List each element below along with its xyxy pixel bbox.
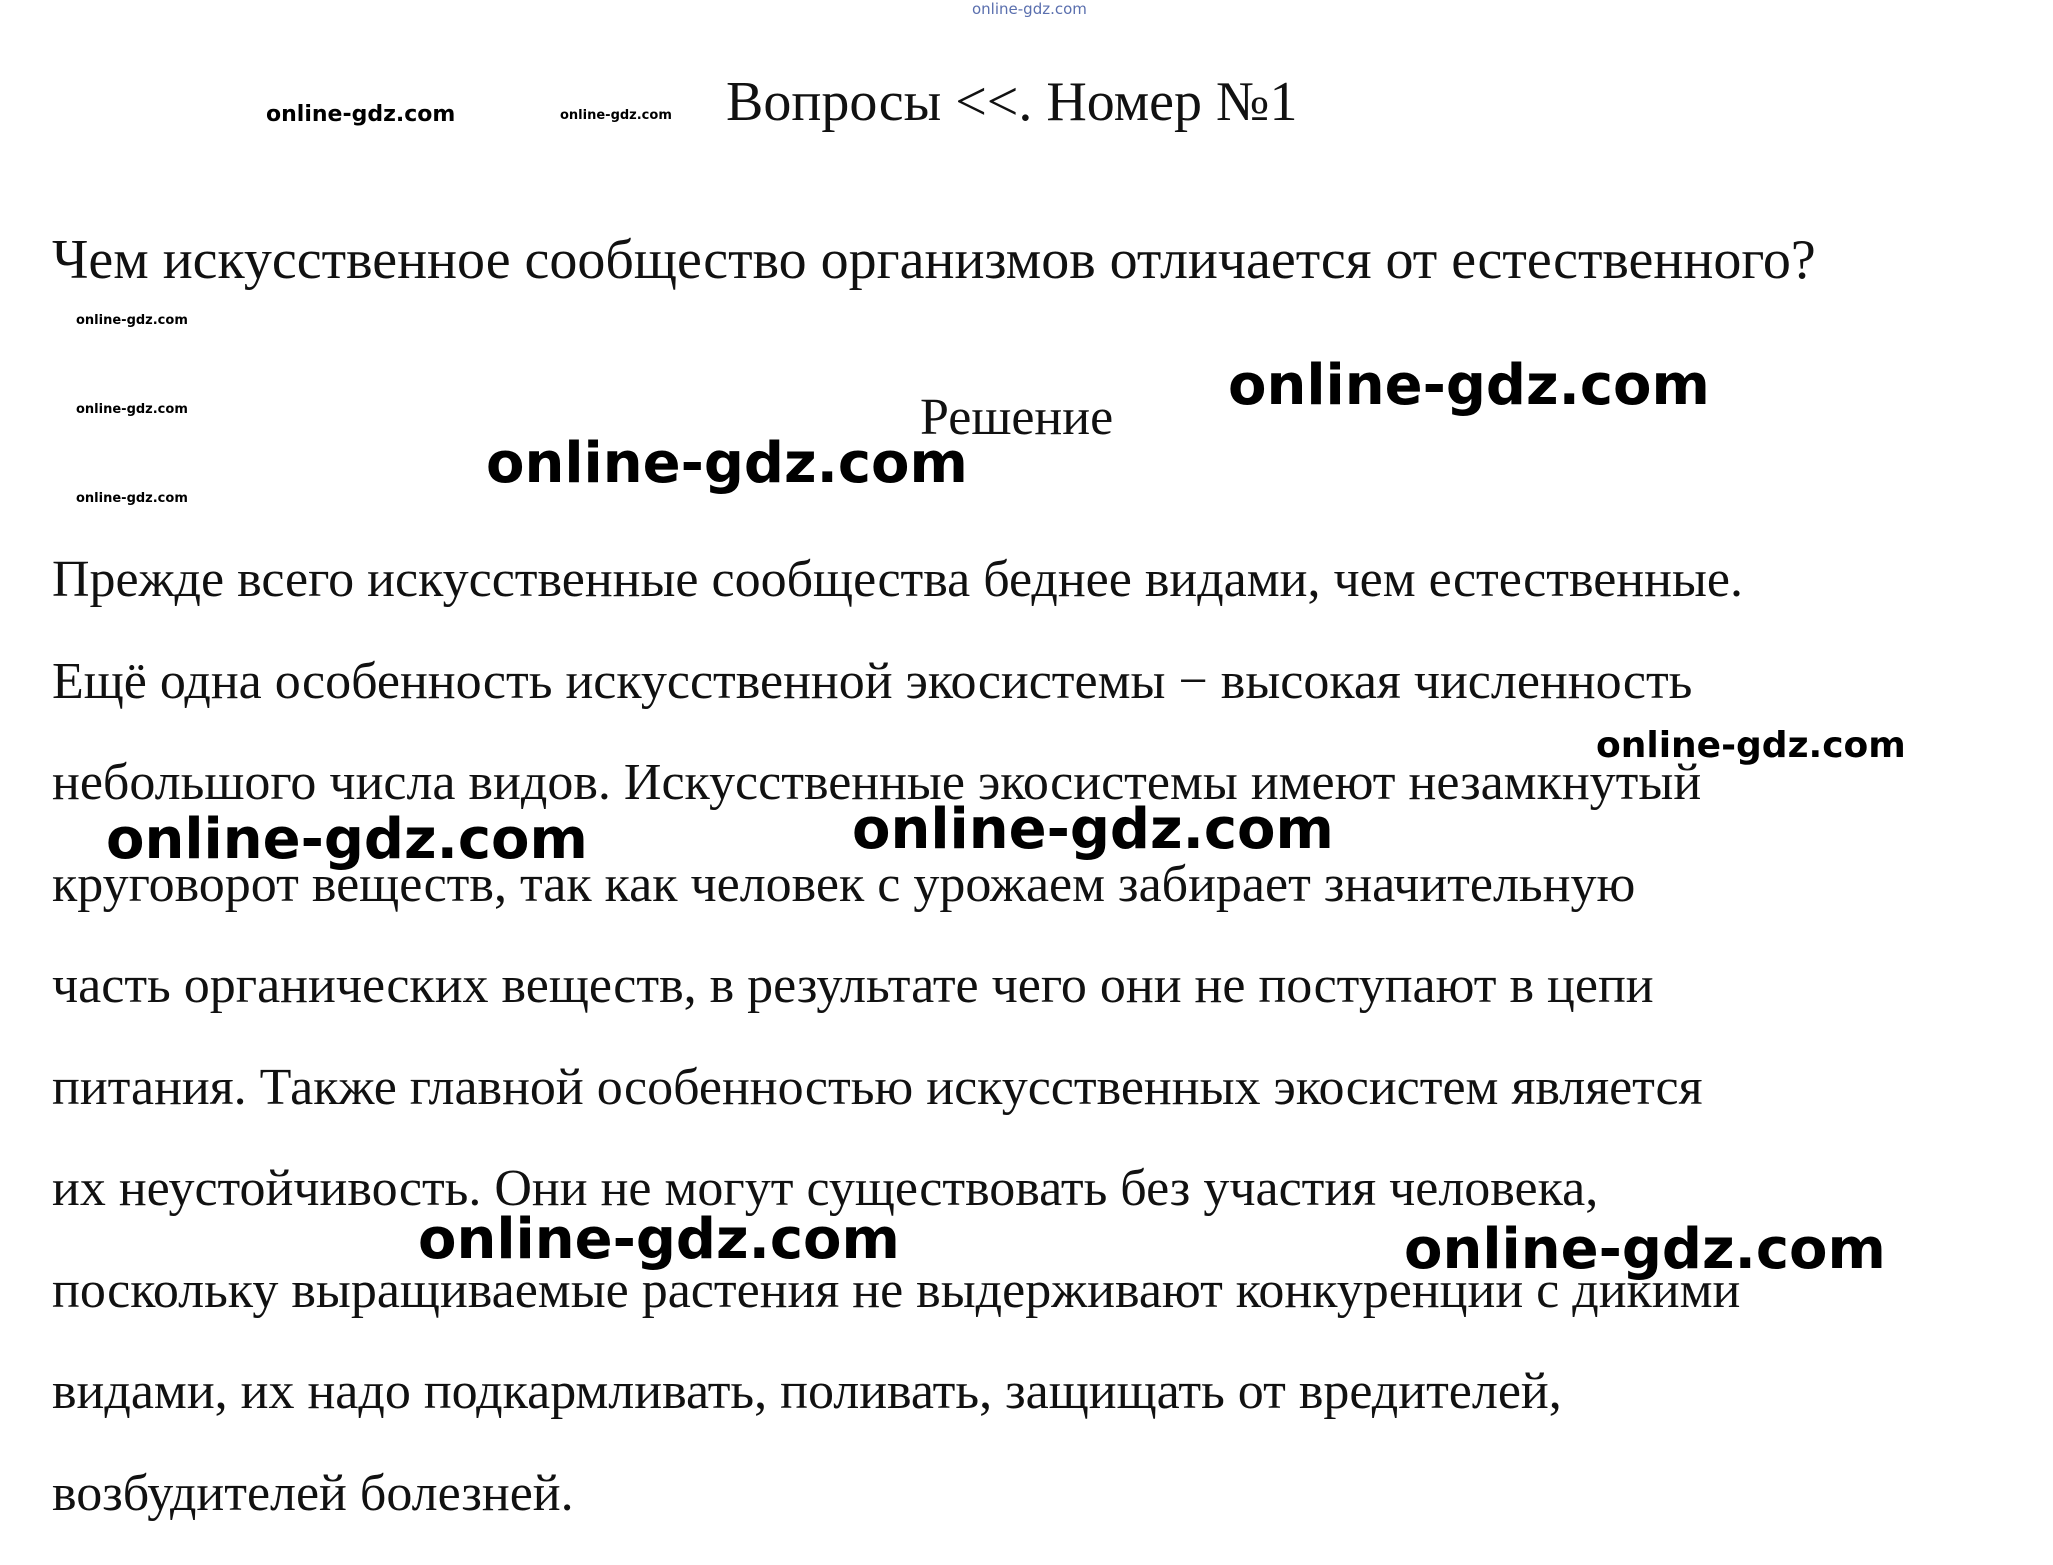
watermark: online-gdz.com xyxy=(1596,728,1906,764)
solution-text xyxy=(52,550,2032,1565)
solution-line: часть органических веществ, в результате чего они не поступают в цепи xyxy=(52,956,2032,1058)
watermark: online-gdz.com xyxy=(106,812,588,868)
page-title: Вопросы <<. Номер №1 xyxy=(726,74,1297,130)
solution-line: небольшого числа видов. Искусственные экосистемы имеют незамкнутый xyxy=(52,753,2032,855)
solution-line: видами, их надо подкармливать, поливать, защищать от вредителей, xyxy=(52,1362,2032,1464)
solution-line: их неустойчивость. Они не могут существовать без участия человека, xyxy=(52,1159,2032,1261)
watermark: online-gdz.com xyxy=(1228,358,1710,414)
watermark: online-gdz.com xyxy=(560,109,672,122)
watermark: online-gdz.com xyxy=(418,1212,900,1268)
question-text: Чем искусственное сообщество организмов отличается от естественного? xyxy=(52,232,1816,288)
watermark: online-gdz.com xyxy=(76,492,188,505)
solution-line: круговорот веществ, так как человек с урожаем забирает значительную xyxy=(52,855,2032,957)
solution-line: Прежде всего искусственные сообщества беднее видами, чем естественные. xyxy=(52,550,2032,652)
solution-heading: Решение xyxy=(920,392,1113,444)
watermark: online-gdz.com xyxy=(486,436,968,492)
solution-line: поскольку выращиваемые растения не выдерживают конкуренции с дикими xyxy=(52,1261,2032,1363)
top-watermark: online-gdz.com xyxy=(972,2,1087,17)
solution-line: Ещё одна особенность искусственной экосистемы − высокая численность xyxy=(52,652,2032,754)
solution-line: питания. Также главной особенностью искусственных экосистем является xyxy=(52,1058,2032,1160)
solution-line: возбудителей болезней. xyxy=(52,1464,2032,1565)
watermark: online-gdz.com xyxy=(76,403,188,416)
watermark: online-gdz.com xyxy=(852,802,1334,858)
watermark: online-gdz.com xyxy=(1404,1222,1886,1278)
watermark: online-gdz.com xyxy=(76,314,188,327)
watermark: online-gdz.com xyxy=(266,104,455,126)
